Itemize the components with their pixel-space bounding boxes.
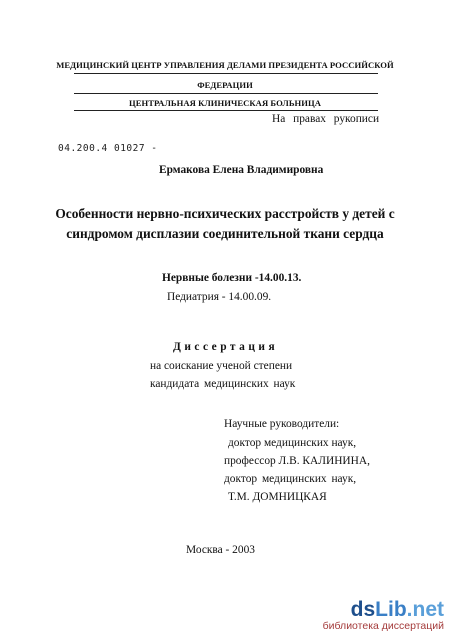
header-underline-1 — [74, 73, 378, 74]
dslib-watermark[interactable] — [323, 599, 444, 632]
dslib-subtitle: библиотека диссертаций — [322, 620, 444, 632]
supervisor-1-name: профессор Л.В. КАЛИНИНА, — [224, 455, 370, 467]
supervisor-2-degree: доктор медицинских наук, — [224, 473, 357, 485]
author-name: Ермакова Елена Владимировна — [159, 164, 324, 176]
header-underline-2 — [74, 93, 378, 94]
thesis-title-line-1: Особенности нервно-психических расстройств у детей с — [55, 206, 395, 221]
degree-line-2: кандидата медицинских наук — [150, 378, 296, 390]
supervisor-2-name: Т.М. ДОМНИЦКАЯ — [228, 491, 327, 503]
thesis-title-line-2: синдромом дисплазии соединительной ткани сердца — [66, 226, 384, 241]
specialty-1: Нервные болезни -14.00.13. — [162, 272, 302, 284]
degree-line-1: на соискание ученой степени — [150, 360, 293, 372]
dissertation-heading: Диссертация — [173, 341, 279, 353]
institution-line-3: ЦЕНТРАЛЬНАЯ КЛИНИЧЕСКАЯ БОЛЬНИЦА — [128, 98, 322, 108]
specialty-2: Педиатрия - 14.00.09. — [167, 291, 272, 303]
city-year: Москва - 2003 — [186, 544, 255, 556]
header-underline-3 — [74, 110, 378, 111]
dslib-logo: dsLib.net — [350, 598, 444, 621]
manuscript-rights: На правах рукописи — [272, 113, 380, 125]
institution-line-2: ФЕДЕРАЦИИ — [197, 80, 253, 90]
supervisors-heading: Научные руководители: — [224, 418, 340, 430]
institution-line-1: МЕДИЦИНСКИЙ ЦЕНТР УПРАВЛЕНИЯ ДЕЛАМИ ПРЕЗИДЕНТА РОССИЙСКОЙ — [56, 60, 394, 70]
stamp-number: 04.200.4 01027 - — [58, 143, 158, 154]
supervisor-1-degree: доктор медицинских наук, — [228, 437, 357, 449]
